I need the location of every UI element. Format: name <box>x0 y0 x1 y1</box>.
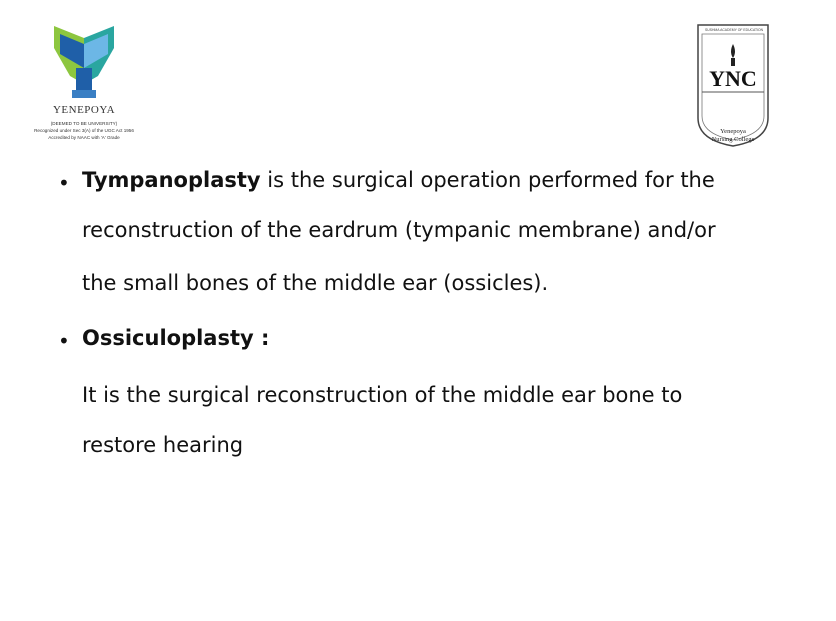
yenepoya-university-logo <box>24 22 144 154</box>
tympanoplasty-line-2: reconstruction of the eardrum (tympanic membrane) and/or <box>82 218 716 242</box>
bullet-icon: • <box>58 329 70 353</box>
university-subtitle-line: (DEEMED TO BE UNIVERSITY) <box>50 121 118 126</box>
college-name <box>701 128 765 144</box>
nursing-college-logo <box>695 22 771 148</box>
tympanoplasty-definition-start: is the surgical operation performed for the <box>260 168 715 192</box>
university-name: YENEPOYA <box>52 104 116 116</box>
college-name-line2: Nursing College <box>711 136 755 143</box>
college-top-text: SUSHMA ACADEMY OF EDUCATION <box>705 28 764 32</box>
university-subtitle-line: Accredited by NAAC with 'A' Grade <box>48 135 120 140</box>
ossiculoplasty-line-1: It is the surgical reconstruction of the middle ear bone to <box>82 383 683 407</box>
college-monogram: YNC <box>709 66 757 91</box>
ossiculoplasty-line-2: restore hearing <box>82 433 244 457</box>
university-crest-icon <box>50 24 118 102</box>
tympanoplasty-term: Tympanoplasty <box>82 168 261 192</box>
tympanoplasty-line-1 <box>82 168 715 192</box>
ossiculoplasty-term: Ossiculoplasty : <box>82 326 270 350</box>
college-name-line1: Yenepoya <box>720 128 746 135</box>
tympanoplasty-line-3: the small bones of the middle ear (ossicles). <box>82 271 549 295</box>
university-subtitle <box>24 120 144 141</box>
university-subtitle-line: Recognized under Sec 3(A) of the UGC Act 1956 <box>34 128 134 133</box>
bullet-icon: • <box>58 171 70 195</box>
